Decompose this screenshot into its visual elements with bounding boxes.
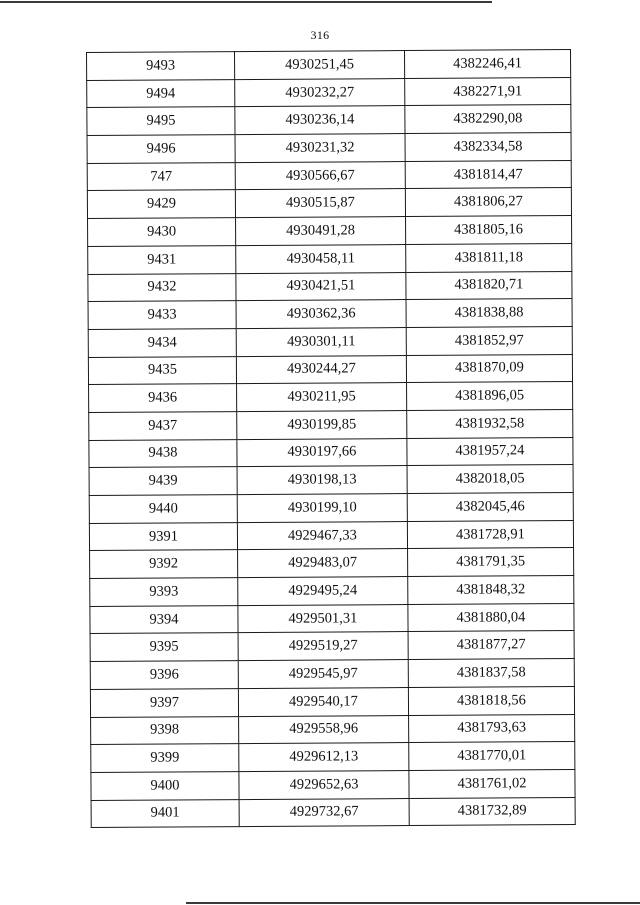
table-row bbox=[90, 576, 574, 607]
y-coordinate-cell: 4381838,88 bbox=[406, 299, 572, 328]
x-coordinate-cell: 4929501,31 bbox=[238, 604, 408, 633]
x-coordinate-cell: 4930421,51 bbox=[236, 272, 406, 301]
y-coordinate-cell: 4381805,16 bbox=[406, 216, 572, 245]
point-number-cell: 9438 bbox=[89, 439, 237, 468]
table-row bbox=[89, 465, 573, 496]
point-number-cell: 9399 bbox=[91, 744, 239, 773]
y-coordinate-cell: 4381896,05 bbox=[407, 382, 573, 411]
y-coordinate-cell: 4381852,97 bbox=[406, 326, 572, 355]
x-coordinate-cell: 4930198,13 bbox=[237, 466, 407, 495]
x-coordinate-cell: 4929483,07 bbox=[238, 549, 408, 578]
point-number-cell: 9437 bbox=[89, 412, 237, 441]
point-number-cell: 9393 bbox=[90, 578, 238, 607]
y-coordinate-cell: 4382045,46 bbox=[407, 493, 573, 522]
table-row bbox=[88, 271, 572, 302]
y-coordinate-cell: 4381848,32 bbox=[408, 576, 574, 605]
point-number-cell: 9397 bbox=[90, 688, 238, 717]
point-number-cell: 9395 bbox=[90, 633, 238, 662]
y-coordinate-cell: 4381880,04 bbox=[408, 603, 574, 632]
y-coordinate-cell: 4382290,08 bbox=[405, 105, 571, 134]
table-row bbox=[87, 133, 571, 164]
point-number-cell: 9440 bbox=[89, 495, 237, 524]
table-row bbox=[89, 382, 573, 413]
x-coordinate-cell: 4929495,24 bbox=[238, 577, 408, 606]
table-row bbox=[88, 299, 572, 330]
point-number-cell: 9391 bbox=[89, 522, 237, 551]
table-row bbox=[91, 742, 575, 773]
x-coordinate-cell: 4930236,14 bbox=[235, 106, 405, 135]
point-number-cell: 9432 bbox=[88, 273, 236, 302]
y-coordinate-cell: 4381728,91 bbox=[407, 520, 573, 549]
table-row bbox=[91, 714, 575, 745]
y-coordinate-cell: 4381932,58 bbox=[407, 409, 573, 438]
x-coordinate-cell: 4929540,17 bbox=[238, 687, 408, 716]
y-coordinate-cell: 4381791,35 bbox=[408, 548, 574, 577]
x-coordinate-cell: 4929519,27 bbox=[238, 632, 408, 661]
table-row bbox=[89, 437, 573, 468]
x-coordinate-cell: 4929732,67 bbox=[239, 798, 409, 827]
page-number: 316 bbox=[310, 28, 330, 42]
x-coordinate-cell: 4930199,85 bbox=[237, 410, 407, 439]
x-coordinate-cell: 4929558,96 bbox=[239, 715, 409, 744]
x-coordinate-cell: 4929467,33 bbox=[237, 521, 407, 550]
table-row bbox=[90, 659, 574, 690]
scan-edge-top bbox=[0, 1, 492, 3]
x-coordinate-cell: 4930199,10 bbox=[237, 494, 407, 523]
table-row bbox=[87, 105, 571, 136]
point-number-cell: 9496 bbox=[87, 135, 235, 164]
table-row bbox=[90, 686, 574, 717]
x-coordinate-cell: 4930244,27 bbox=[236, 355, 406, 384]
table-row bbox=[89, 520, 573, 551]
point-number-cell: 9436 bbox=[89, 384, 237, 413]
coordinates-table bbox=[86, 49, 576, 828]
y-coordinate-cell: 4381806,27 bbox=[405, 188, 571, 217]
x-coordinate-cell: 4930231,32 bbox=[235, 134, 405, 163]
x-coordinate-cell: 4930566,67 bbox=[235, 161, 405, 190]
y-coordinate-cell: 4381820,71 bbox=[406, 271, 572, 300]
table-row bbox=[87, 77, 571, 108]
point-number-cell: 9430 bbox=[88, 218, 236, 247]
x-coordinate-cell: 4929545,97 bbox=[238, 660, 408, 689]
x-coordinate-cell: 4930515,87 bbox=[235, 189, 405, 218]
y-coordinate-cell: 4381877,27 bbox=[408, 631, 574, 660]
x-coordinate-cell: 4930197,66 bbox=[237, 438, 407, 467]
point-number-cell: 9439 bbox=[89, 467, 237, 496]
point-number-cell: 9429 bbox=[87, 190, 235, 219]
table-row bbox=[88, 216, 572, 247]
point-number-cell: 9401 bbox=[91, 799, 239, 828]
y-coordinate-cell: 4381957,24 bbox=[407, 437, 573, 466]
point-number-cell: 9394 bbox=[90, 605, 238, 634]
point-number-cell: 9494 bbox=[87, 79, 235, 108]
table-row bbox=[87, 50, 571, 81]
x-coordinate-cell: 4930362,36 bbox=[236, 300, 406, 329]
point-number-cell: 9400 bbox=[91, 771, 239, 800]
table-row bbox=[90, 631, 574, 662]
table-row bbox=[87, 188, 571, 219]
y-coordinate-cell: 4381761,02 bbox=[409, 769, 575, 798]
point-number-cell: 9433 bbox=[88, 301, 236, 330]
table-row bbox=[89, 493, 573, 524]
y-coordinate-cell: 4381814,47 bbox=[405, 160, 571, 189]
table-row bbox=[90, 603, 574, 634]
point-number-cell: 9431 bbox=[88, 245, 236, 274]
table-row bbox=[90, 548, 574, 579]
table-row bbox=[89, 409, 573, 440]
coordinates-table-body bbox=[87, 50, 576, 828]
point-number-cell: 9392 bbox=[90, 550, 238, 579]
y-coordinate-cell: 4381811,18 bbox=[406, 243, 572, 272]
table-row bbox=[88, 354, 572, 385]
point-number-cell: 9434 bbox=[88, 328, 236, 357]
point-number-cell: 9435 bbox=[88, 356, 236, 385]
point-number-cell: 9493 bbox=[87, 52, 235, 81]
point-number-cell: 9495 bbox=[87, 107, 235, 136]
point-number-cell: 747 bbox=[87, 162, 235, 191]
x-coordinate-cell: 4930232,27 bbox=[235, 78, 405, 107]
x-coordinate-cell: 4929652,63 bbox=[239, 770, 409, 799]
y-coordinate-cell: 4381870,09 bbox=[406, 354, 572, 383]
y-coordinate-cell: 4381732,89 bbox=[409, 797, 575, 826]
table-row bbox=[91, 769, 575, 800]
y-coordinate-cell: 4382246,41 bbox=[404, 50, 570, 79]
x-coordinate-cell: 4930301,11 bbox=[236, 327, 406, 356]
table-row bbox=[88, 243, 572, 274]
x-coordinate-cell: 4930251,45 bbox=[235, 51, 405, 80]
scan-edge-bottom bbox=[186, 902, 640, 904]
point-number-cell: 9398 bbox=[91, 716, 239, 745]
x-coordinate-cell: 4929612,13 bbox=[239, 743, 409, 772]
table-row bbox=[87, 160, 571, 191]
y-coordinate-cell: 4381793,63 bbox=[409, 714, 575, 743]
y-coordinate-cell: 4382271,91 bbox=[405, 77, 571, 106]
y-coordinate-cell: 4381837,58 bbox=[408, 659, 574, 688]
y-coordinate-cell: 4381818,56 bbox=[408, 686, 574, 715]
x-coordinate-cell: 4930458,11 bbox=[236, 244, 406, 273]
y-coordinate-cell: 4381770,01 bbox=[409, 742, 575, 771]
y-coordinate-cell: 4382334,58 bbox=[405, 133, 571, 162]
x-coordinate-cell: 4930491,28 bbox=[236, 217, 406, 246]
point-number-cell: 9396 bbox=[90, 661, 238, 690]
table-row bbox=[91, 797, 575, 828]
x-coordinate-cell: 4930211,95 bbox=[237, 383, 407, 412]
table-row bbox=[88, 326, 572, 357]
y-coordinate-cell: 4382018,05 bbox=[407, 465, 573, 494]
